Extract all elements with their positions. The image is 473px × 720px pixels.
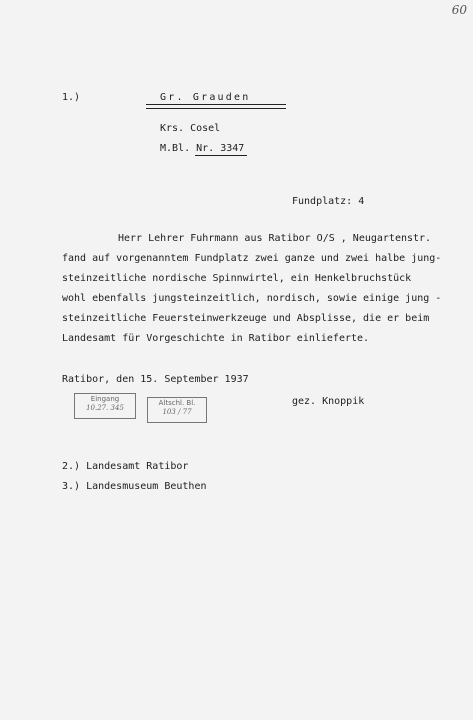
body-line: Herr Lehrer Fuhrmann aus Ratibor O/S , Neugartenstr.: [118, 233, 432, 244]
distribution-item: 3.) Landesmuseum Beuthen: [62, 481, 207, 492]
date-line: Ratibor, den 15. September 1937: [62, 374, 249, 385]
body-line: steinzeitliche nordische Spinnwirtel, ein Henkelbruchstück: [62, 273, 412, 284]
receipt-stamp: [74, 393, 136, 419]
body-line: wohl ebenfalls jungsteinzeitlich, nordisch, sowie einige jung -: [62, 293, 442, 304]
body-line: Landesamt für Vorgeschichte in Ratibor einlieferte.: [62, 333, 370, 344]
page-number: 60: [451, 3, 467, 17]
body-line: fand auf vorgenanntem Fundplatz zwei ganze und zwei halbe jung-: [62, 253, 442, 264]
map-reference-underline: [195, 155, 247, 156]
place-name-underline: [146, 104, 286, 109]
archive-stamp-number: 103 / 77: [162, 408, 192, 416]
archive-stamp-label: Altschl. Bl.: [158, 399, 196, 407]
receipt-stamp-number: 10.27. 345: [86, 404, 124, 412]
signature: gez. Knoppik: [292, 396, 365, 407]
place-name: Gr. Grauden: [160, 92, 251, 103]
receipt-stamp-label: Eingang: [90, 395, 120, 403]
distribution-item: 2.) Landesamt Ratibor: [62, 461, 189, 472]
item-number: 1.): [62, 92, 81, 103]
map-reference: M.Bl. Nr. 3347: [160, 143, 245, 154]
district: Krs. Cosel: [160, 123, 221, 134]
body-line: steinzeitliche Feuersteinwerkzeuge und Absplisse, die er beim: [62, 313, 430, 324]
site-number: Fundplatz: 4: [292, 196, 365, 207]
archive-stamp: [147, 397, 207, 423]
